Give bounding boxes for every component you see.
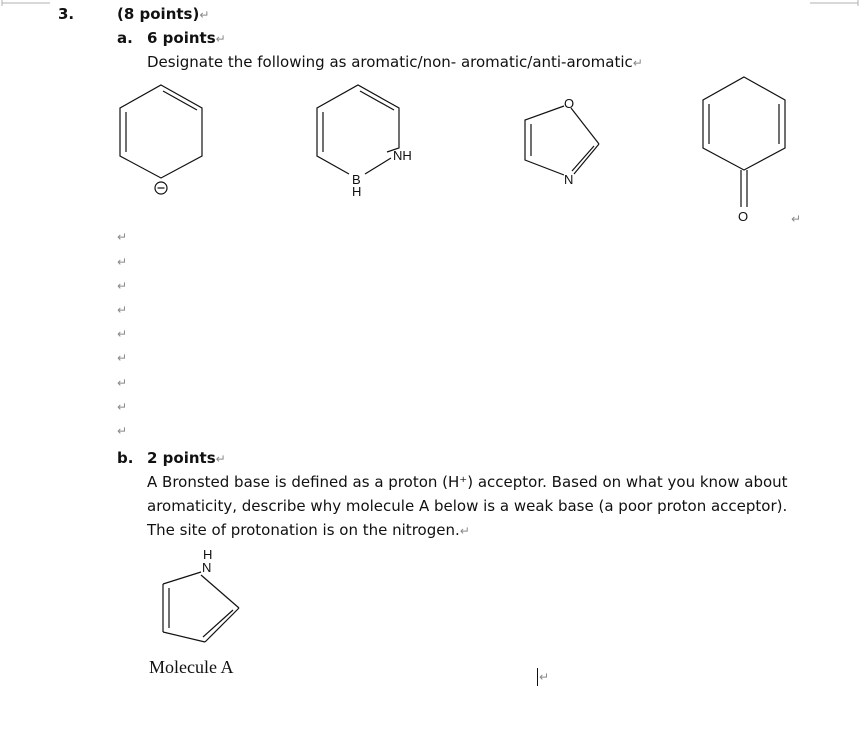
paragraph-line: A Bronsted base is defined as a proton (H⁺) acceptor. Based on what you know about bbox=[147, 473, 788, 491]
return-mark: ↵ bbox=[117, 303, 128, 317]
return-mark: ↵ bbox=[791, 212, 802, 226]
paragraph-line-text: The site of protonation is on the nitrogen. bbox=[147, 521, 460, 539]
ring-bonds bbox=[703, 77, 785, 170]
return-mark: ↵ bbox=[539, 670, 550, 684]
molecule-cyclohexadienyl-anion bbox=[108, 78, 218, 203]
return-mark: ↵ bbox=[117, 424, 128, 438]
question-number: 3. bbox=[58, 5, 75, 23]
return-mark: ↵ bbox=[117, 351, 128, 365]
return-mark: ↵ bbox=[459, 524, 470, 538]
atom-nh: NH bbox=[393, 148, 412, 163]
part-b-letter: b. bbox=[117, 449, 134, 467]
text-cursor bbox=[537, 668, 538, 686]
part-b-points-label: 2 points bbox=[147, 449, 216, 467]
ring-bond-b-n bbox=[365, 158, 391, 174]
double-bond-inner bbox=[203, 610, 233, 637]
molecule-dihydroborine bbox=[305, 78, 425, 203]
part-b-points bbox=[147, 449, 226, 467]
ring-bonds bbox=[120, 85, 202, 178]
ring-bond-n-c bbox=[201, 575, 239, 608]
double-bond-inner bbox=[360, 91, 394, 110]
atom-o: O bbox=[738, 209, 749, 224]
return-mark: ↵ bbox=[215, 452, 226, 466]
part-a-instruction bbox=[147, 53, 643, 71]
part-a-instruction-text: Designate the following as aromatic/non- aromatic/anti-aromatic bbox=[147, 53, 633, 71]
return-mark: ↵ bbox=[117, 376, 128, 390]
molecule-a-pyrrole bbox=[145, 540, 255, 645]
atom-o: O bbox=[564, 96, 575, 111]
atom-n: N bbox=[202, 560, 212, 575]
return-mark: ↵ bbox=[117, 327, 128, 341]
return-mark: ↵ bbox=[117, 230, 128, 244]
ring-bond bbox=[205, 608, 239, 642]
ring-bond-c-n bbox=[574, 144, 599, 174]
return-mark: ↵ bbox=[117, 400, 128, 414]
ring-bond-c-n bbox=[163, 572, 201, 584]
part-b-paragraph bbox=[147, 470, 847, 543]
return-mark: ↵ bbox=[199, 8, 210, 22]
atom-n: N bbox=[564, 172, 574, 187]
molecule-a-caption: Molecule A bbox=[149, 657, 234, 677]
question-points-label: (8 points) bbox=[117, 5, 200, 23]
part-a-points bbox=[147, 29, 226, 47]
paragraph-line: aromaticity, describe why molecule A below is a weak base (a poor proton acceptor). bbox=[147, 497, 788, 515]
molecule-oxazole bbox=[510, 88, 610, 198]
double-bond-inner bbox=[572, 146, 594, 171]
part-a-points-label: 6 points bbox=[147, 29, 216, 47]
ring-bond-o-c bbox=[571, 108, 599, 144]
return-mark: ↵ bbox=[632, 56, 643, 70]
return-mark: ↵ bbox=[117, 255, 128, 269]
atom-h: H bbox=[203, 547, 213, 562]
atom-b: B bbox=[352, 172, 361, 187]
atom-h: H bbox=[352, 184, 362, 199]
molecule-cyclohexadienone bbox=[698, 70, 798, 230]
return-mark: ↵ bbox=[215, 32, 226, 46]
double-bond-inner bbox=[163, 91, 197, 110]
part-a-letter: a. bbox=[117, 29, 133, 47]
ring-bond bbox=[163, 632, 205, 642]
question-points bbox=[117, 5, 209, 23]
return-mark: ↵ bbox=[117, 279, 128, 293]
